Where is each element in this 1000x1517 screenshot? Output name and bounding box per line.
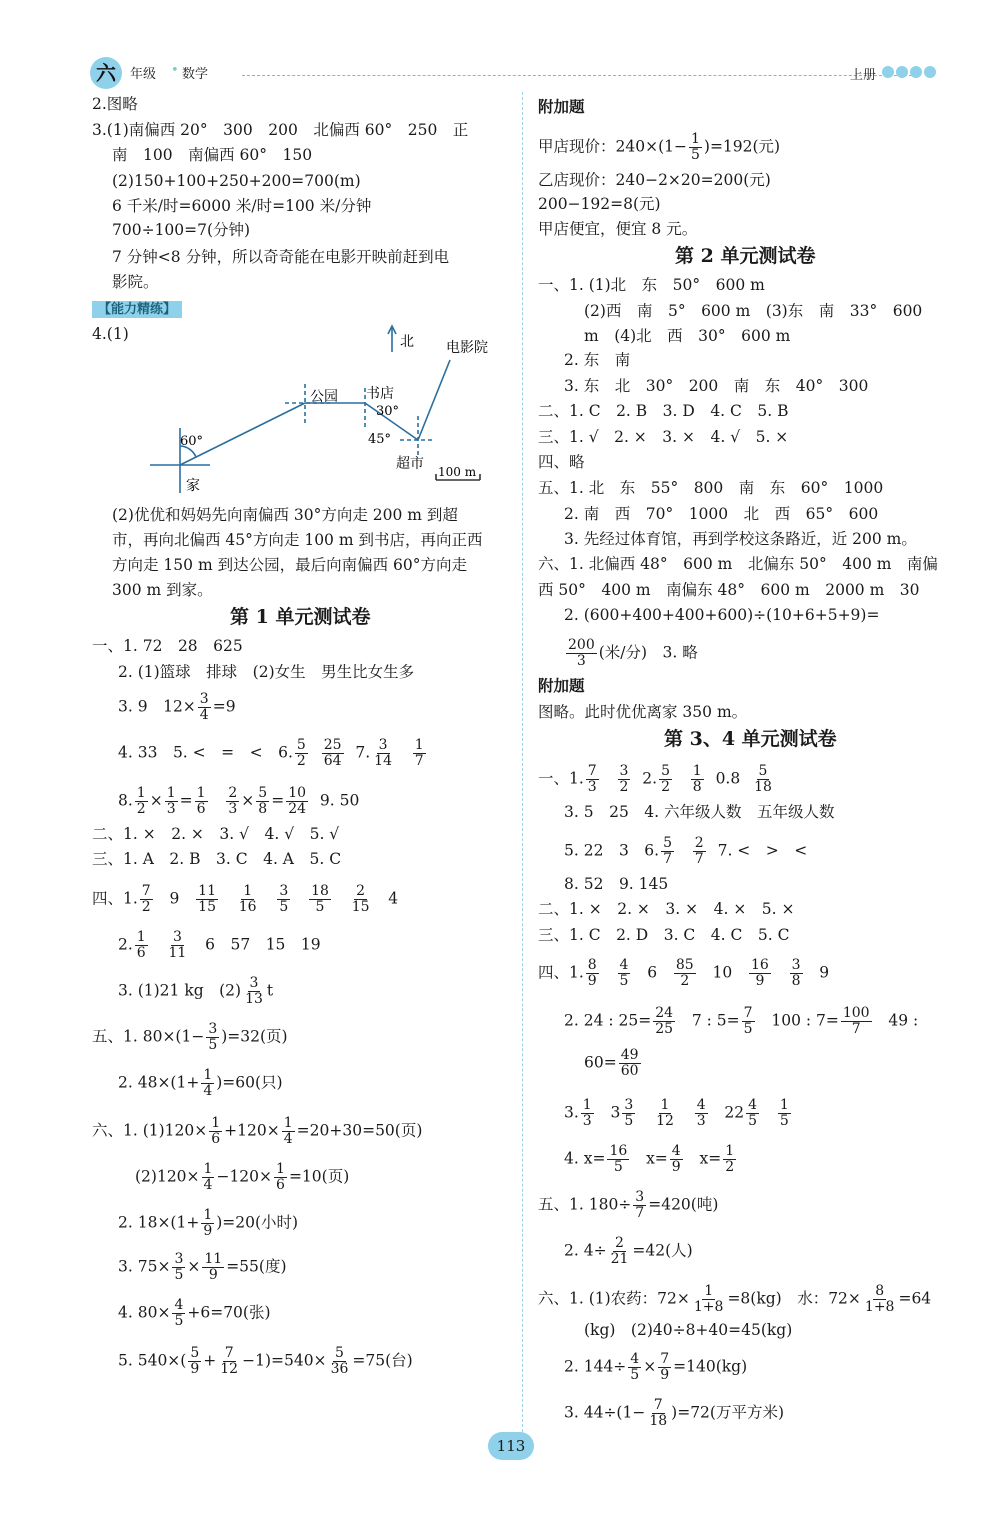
line: 影院。 xyxy=(112,273,159,291)
page-number: 113 xyxy=(488,1432,534,1460)
section-title: 第 1 单元测试卷 xyxy=(230,606,371,628)
fraction: $\frac{3}{4}$ xyxy=(199,691,209,723)
subject-label: 数学 xyxy=(182,67,209,82)
answer-row: 2. 4÷ $\frac{2}{21}$ =42(人) xyxy=(564,1235,693,1267)
line: 200−192=8(元) xyxy=(538,195,661,213)
scale-label: 100 m xyxy=(438,465,477,479)
cinema-label: 电影院 xyxy=(446,340,488,356)
north-label: 北 xyxy=(400,334,414,350)
dot-icon: • xyxy=(171,63,179,78)
answer-row: 3. $\frac{1}{3}$ 3 $\frac{3}{5}$ $\frac{1}{12}$ $\frac{4}{3}$ 22 $\frac{4}{5}$ $\frac{1}{5}$ xyxy=(564,1097,789,1129)
angle-45-label: 45° xyxy=(368,432,392,447)
answer-row: 4. 33 5. < = < 6. $\frac{5}{2}$ $\frac{25}{64}$ 7. $\frac{3}{14}$ $\frac{1}{7}$ xyxy=(118,737,424,769)
volume-label: 上册 xyxy=(850,68,877,83)
answer-row: 四、1. $\frac{7}{2}$ 9 $\frac{11}{15}$ $\frac{1}{16}$ $\frac{3}{5}$ $\frac{18}{5}$ $\frac{2}{15}$ 4 xyxy=(92,883,399,915)
line: 2. (1)篮球 排球 (2)女生 男生比女生多 xyxy=(118,663,415,681)
answer-row: $\frac{200}{3}$ (米/分) 3. 略 xyxy=(568,637,698,669)
pill-decoration-icon xyxy=(882,64,938,82)
line: 图略。此时优优离家 350 m。 xyxy=(538,703,748,721)
header-rule xyxy=(242,75,912,76)
line: m (4)北 西 30° 600 m xyxy=(584,327,791,345)
line: 乙店现价：240−2×20=200(元) xyxy=(538,171,771,189)
route-map-diagram xyxy=(130,318,510,498)
answer-row: 五、1. 180÷ $\frac{3}{7}$ =420(吨) xyxy=(538,1189,719,1221)
answer-row: 2. 18×(1+ $\frac{1}{9}$ )=20(小时) xyxy=(118,1207,299,1239)
section-title: 第 3、4 单元测试卷 xyxy=(664,728,837,750)
line: (2)150+100+250+200=700(m) xyxy=(112,172,361,190)
line: 6 千米/时=6000 米/时=100 米/分钟 xyxy=(112,197,372,215)
extra-question-title: 附加题 xyxy=(538,676,585,695)
line: 六、1. 北偏西 48° 600 m 北偏东 50° 400 m 南偏 xyxy=(538,555,938,573)
line: 三、1. C 2. D 3. C 4. C 5. C xyxy=(538,926,790,944)
answer-row: 五、1. 80×(1− $\frac{3}{5}$ )=32(页) xyxy=(92,1021,288,1053)
supermarket-label: 超市 xyxy=(396,456,424,472)
line: (2)西 南 5° 600 m (3)东 南 33° 600 xyxy=(584,302,923,320)
line: (kg) (2)40÷8+40=45(kg) xyxy=(584,1321,793,1339)
answer-row: 甲店现价：240×(1− $\frac{1}{5}$ )=192(元) xyxy=(538,131,781,163)
line: (2)优优和妈妈先向南偏西 30°方向走 200 m 到超 xyxy=(112,506,458,524)
line: 2. 南 西 70° 1000 北 西 65° 600 xyxy=(564,505,879,523)
answer-row: 2. 48×(1+ $\frac{1}{4}$ )=60(只) xyxy=(118,1067,283,1099)
answer-row: 六、1. (1)农药：72× $\frac{1}{1+8}$ =8(kg) 水：72× $\frac{8}{1+8}$ =64 xyxy=(538,1283,932,1315)
bookstore-label: 书店 xyxy=(366,386,394,402)
line: 一、1. (1)北 东 50° 600 m xyxy=(538,276,765,294)
answer-row: 2. 144÷ $\frac{4}{5}$ × $\frac{7}{9}$ =140(kg) xyxy=(564,1351,748,1383)
line: 甲店便宜，便宜 8 元。 xyxy=(538,220,698,238)
line: 二、1. × 2. × 3. √ 4. √ 5. √ xyxy=(92,825,340,843)
line: 3. 5 25 4. 六年级人数 五年级人数 xyxy=(564,803,835,821)
section-title: 第 2 单元测试卷 xyxy=(675,245,816,267)
extra-question-title: 附加题 xyxy=(538,97,585,116)
answer-row: (2)120× $\frac{1}{4}$ −120× $\frac{1}{6}$ =10(页) xyxy=(135,1161,350,1193)
line: 300 m 到家。 xyxy=(112,581,213,599)
answer-row: 4. 80× $\frac{4}{5}$ +6=70(张) xyxy=(118,1297,271,1329)
answer-row: 六、1. (1)120× $\frac{1}{6}$ +120× $\frac{1}{4}$ =20+30=50(页) xyxy=(92,1115,423,1147)
line: 3. 先经过体育馆，再到学校这条路近，近 200 m。 xyxy=(564,530,917,548)
answer-row: 2. $\frac{1}{6}$ $\frac{3}{11}$ 6 57 15 19 xyxy=(118,929,321,961)
answer-row: 3. 75× $\frac{3}{5}$ × $\frac{11}{9}$ =55(度) xyxy=(118,1251,287,1283)
line: 二、1. × 2. × 3. × 4. × 5. × xyxy=(538,900,795,918)
line: 4.(1) xyxy=(92,325,129,343)
answer-row: 4. x= $\frac{16}{5}$ x= $\frac{4}{9}$ x= $\frac{1}{2}$ xyxy=(564,1143,735,1175)
line: 3.(1)南偏西 20° 300 200 北偏西 60° 250 正 xyxy=(92,121,469,139)
line: 3. 东 北 30° 200 南 东 40° 300 xyxy=(564,377,869,395)
column-divider xyxy=(522,92,523,1442)
line: 2. 东 南 xyxy=(564,351,631,369)
line: 方向走 150 m 到达公园，最后向南偏西 60°方向走 xyxy=(112,556,467,574)
answer-row: 60= $\frac{49}{60}$ xyxy=(584,1047,639,1079)
angle-30-label: 30° xyxy=(376,404,400,419)
watermark-logo xyxy=(750,1413,980,1503)
answer-row: 3. (1)21 kg (2) $\frac{3}{13}$ t xyxy=(118,975,274,1007)
answer-row: 一、1. $\frac{7}{3}$ $\frac{3}{2}$ 2. $\frac{5}{2}$ $\frac{1}{8}$ 0.8 $\frac{5}{18}$ xyxy=(538,763,772,795)
section-tag: 【能力精练】 xyxy=(92,301,182,318)
line: 四、略 xyxy=(538,453,585,471)
angle-60-label: 60° xyxy=(180,434,204,449)
line: 南 100 南偏西 60° 150 xyxy=(112,146,313,164)
answer-row: 5. 22 3 6. $\frac{5}{7}$ $\frac{2}{7}$ 7. < > < xyxy=(564,835,808,867)
line: 三、1. √ 2. × 3. × 4. √ 5. × xyxy=(538,428,789,446)
line: 五、1. 北 东 55° 800 南 东 60° 1000 xyxy=(538,479,884,497)
answer-row: 5. 540×( $\frac{5}{9}$ + $\frac{7}{12}$ −1)=540× $\frac{5}{36}$ =75(台) xyxy=(118,1345,413,1377)
answer-row: 8. $\frac{1}{2}$ × $\frac{1}{3}$ = $\frac{1}{6}$ $\frac{2}{3}$ × $\frac{5}{8}$ = $\frac{10}{24}$ 9. 50 xyxy=(118,785,360,817)
home-label: 家 xyxy=(186,478,200,494)
line: 西 50° 400 m 南偏东 48° 600 m 2000 m 30 xyxy=(538,581,920,599)
grade-label: 年级 xyxy=(130,67,157,82)
line: 市，再向北偏西 45°方向走 100 m 到书店，再向正西 xyxy=(112,531,483,549)
answer-row: 3. 44÷(1− $\frac{7}{18}$ )=72(万平方米) xyxy=(564,1397,785,1429)
park-label: 公园 xyxy=(310,389,338,405)
answer-row: 四、1. $\frac{8}{9}$ $\frac{4}{5}$ 6 $\frac{85}{2}$ 10 $\frac{16}{9}$ $\frac{3}{8}$ 9 xyxy=(538,957,830,989)
line: 一、1. 72 28 625 xyxy=(92,637,243,655)
line: 700÷100=7(分钟) xyxy=(112,221,251,239)
line: 2. (600+400+400+600)÷(10+6+5+9)= xyxy=(564,606,880,624)
answer-row: 2. 24 : 25= $\frac{24}{25}$ 7 : 5= $\frac{7}{5}$ 100 : 7= $\frac{100}{7}$ 49 : xyxy=(564,1005,919,1037)
line: 三、1. A 2. B 3. C 4. A 5. C xyxy=(92,850,342,868)
route-segment-supermarket-cinema xyxy=(418,360,450,440)
line: 二、1. C 2. B 3. D 4. C 5. B xyxy=(538,402,789,420)
answer-row: 3. 9 12× $\frac{3}{4}$ =9 xyxy=(118,691,236,723)
line: 7 分钟<8 分钟，所以奇奇能在电影开映前赶到电 xyxy=(112,248,450,266)
page-header xyxy=(82,55,960,95)
line: 2.图略 xyxy=(92,95,138,113)
grade-badge: 六 xyxy=(90,57,122,89)
line: 8. 52 9. 145 xyxy=(564,875,669,893)
